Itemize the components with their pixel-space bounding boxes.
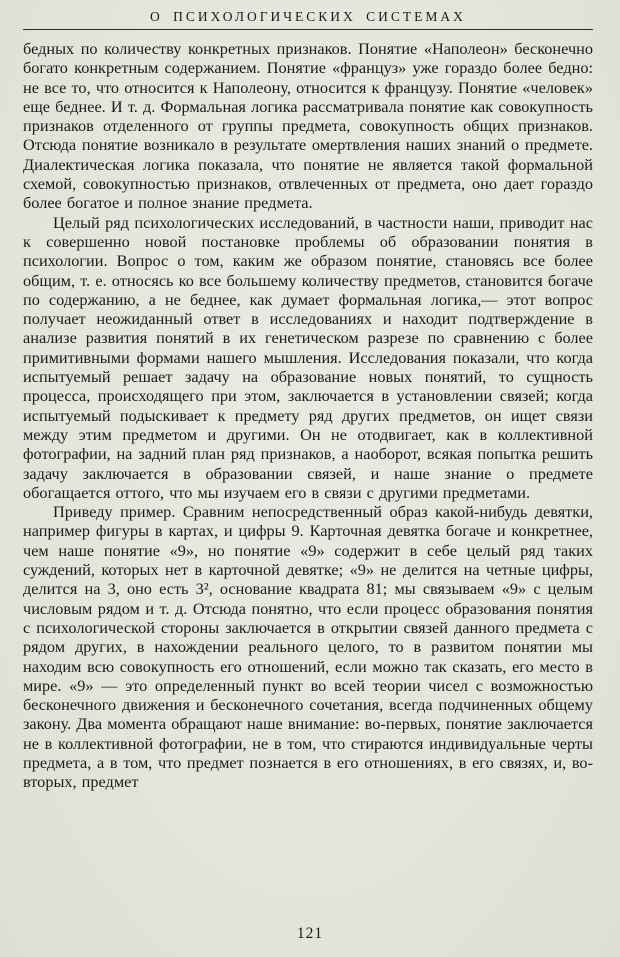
paragraph: Приведу пример. Сравним непосредственный образ какой-нибудь девятки, например фигуры в картах, и цифры 9. Карточная девятка богаче и конкретнее, чем наше понятие «9», но понятие «9» содержит в себе целый ряд таких суждений, которых нет в карточной девятке; «9» не делится на четные цифры, делится на 3, оно есть 3², основание квадрата 81; мы связываем «9» с целым числовым рядом и т. д. Отсюда понятно, что если процесс образования понятия с психологической стороны заключается в открытии связей данного предмета с рядом других, в нахождении реального целого, то в развитом понятии мы находим всю совокупность его отношений, если можно так сказать, его место в мире. «9» — это определенный пункт во всей теории чисел с возможностью бесконечного движения и бесконечного сочетания, всегда подчиненных общему закону. Два момента обращают наше внимание: во-первых, понятие заключается не в коллективной фотографии, не в том, что стираются индивидуальные черты предмета, а в том, что предмет познается в его отношениях, в его связях, и, во-вторых, предмет [23,502,593,792]
page-number: 121 [296,925,324,942]
paragraph: Целый ряд психологических исследований, в частности наши, приводит нас к совершенно новой постановке проблемы об образовании понятия в психологии. Вопрос о том, каким же образом понятие, становясь все более общим, т. е. относясь ко все большему количеству предметов, становится богаче по содержанию, а не беднее, как думает формальная логика,— этот вопрос получает неожиданный ответ в исследованиях и находит подтверждение в анализе развития понятий в их генетическом разрезе по сравнению с более примитивными формами нашего мышления. Исследования показали, что когда испытуемый решает задачу на образование новых понятий, то сущность процесса, происходящего при этом, заключается в установлении связей; когда испытуемый подыскивает к предмету ряд других предметов, он ищет связи между этим предметом и другими. Он не отодвигает, как в коллективной фотографии, на задний план ряд признаков, а наоборот, всякая попытка решить задачу заключается в образовании связей, и наше знание о предмете обогащается оттого, что мы изучаем его в связи с другими предметами. [23,212,593,502]
page-header-block [23,9,593,30]
paragraph-continuation: бедных по количеству конкретных признаков. Понятие «Наполеон» бесконечно богато конкретным содержанием. Понятие «француз» уже гораздо более бедно: не все то, что относится к Наполеону, относится к французу. Понятие «человек» еще беднее. И т. д. Формальная логика рассматривала понятие как совокупность признаков отделенного от группы предмета, совокупность общих признаков. Отсюда понятие возникало в результате омертвления наших знаний о предмете. Диалектическая логика показала, что понятие не является такой формальной схемой, совокупностью признаков, отвлеченных от предмета, оно дает гораздо более богатое и полное знание предмета. [23,39,593,213]
page-footer [0,925,620,943]
page-body [23,39,593,792]
header-rule [23,29,593,30]
running-head-title: О ПСИХОЛОГИЧЕСКИХ СИСТЕМАХ [150,9,466,24]
